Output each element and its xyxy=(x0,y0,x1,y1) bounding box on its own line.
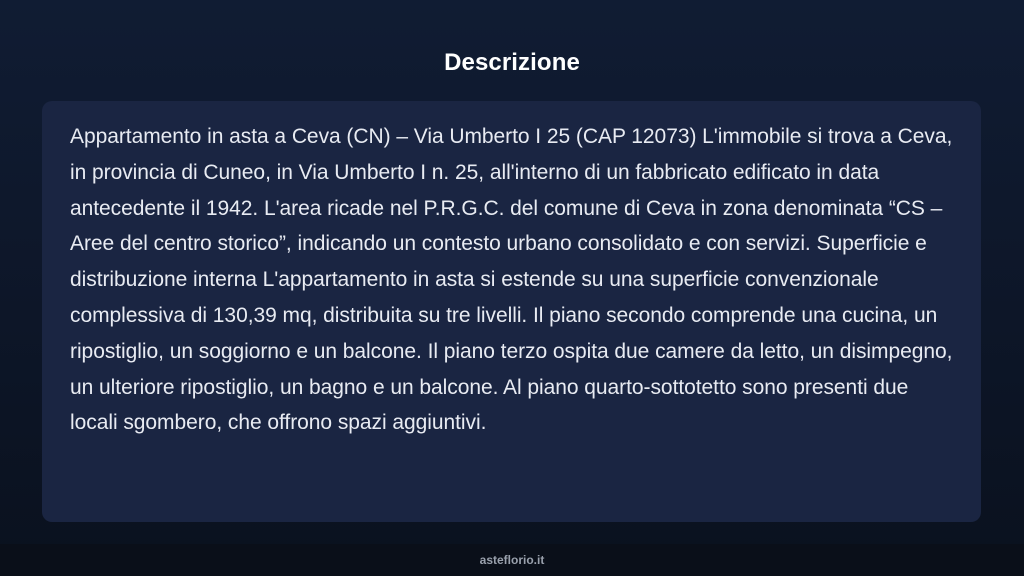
footer-site-label: asteflorio.it xyxy=(479,553,545,567)
description-text: Appartamento in asta a Ceva (CN) – Via Umberto I 25 (CAP 12073) L'immobile si trova a Ceva, in provincia di Cuneo, in Via Umberto I n. 25, all'interno di un fabbricato edificato in data antecedente il 1942. L'area ricade nel P.R.G.C. del comune di Ceva in zona denominata “CS – Aree del centro storico”, indicando un contesto urbano consolidato e con servizi. Superficie e distribuzione interna L'appartamento in asta si estende su una superficie convenzionale complessiva di 130,39 mq, distribuita su tre livelli. Il piano secondo comprende una cucina, un ripostiglio, un soggiorno e un balcone. Il piano terzo ospita due camere da letto, un disimpegno, un ulteriore ripostiglio, un bagno e un balcone. Al piano quarto-sottotetto sono presenti due locali sgombero, che offrono spazi aggiuntivi. xyxy=(70,125,953,435)
page-title: Descrizione xyxy=(444,49,580,76)
description-card xyxy=(42,101,981,522)
footer-bar xyxy=(0,544,1024,576)
